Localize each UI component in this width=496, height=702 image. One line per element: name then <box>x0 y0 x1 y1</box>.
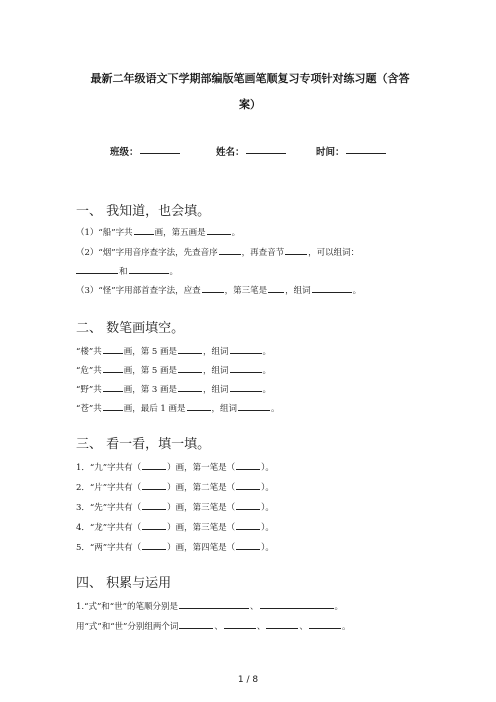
text: 画，最后 1 画是 <box>123 404 186 414</box>
text: “苍”共 <box>76 404 102 414</box>
section-3-heading: 三、 看一看，填一填。 <box>76 437 211 452</box>
answer-blank[interactable] <box>202 283 224 293</box>
text: ，组词 <box>203 366 229 376</box>
text: ）。 <box>261 483 274 493</box>
answer-blank[interactable] <box>187 401 211 411</box>
title-line-1: 最新二年级语文下学期部编版笔画笔顺复习专项针对练习题（含答 <box>90 72 410 85</box>
s1-question-2b <box>76 264 178 278</box>
s3-row <box>76 500 274 514</box>
text: 、 <box>214 622 223 632</box>
text: 。 <box>271 404 280 414</box>
text: 。 <box>334 602 344 612</box>
text: 。 <box>352 286 362 296</box>
answer-blank[interactable] <box>236 520 260 530</box>
text: 5．“两”字共有（ <box>76 543 142 553</box>
answer-blank[interactable] <box>266 619 298 629</box>
text: ，组词 <box>203 385 229 395</box>
answer-blank[interactable] <box>142 540 166 550</box>
text: 。 <box>169 267 179 277</box>
text: （3）“怪”字用部首查字法，应查 <box>76 286 201 296</box>
time-label: 时间： <box>316 147 345 158</box>
answer-blank[interactable] <box>236 460 260 470</box>
document-title <box>70 66 430 118</box>
s3-row <box>76 540 274 554</box>
text: ，再查音节 <box>241 248 285 258</box>
text: （1）“船”字共 <box>76 228 133 238</box>
section-2-heading: 二、 数笔画填空。 <box>76 321 185 336</box>
answer-blank[interactable] <box>230 363 262 373</box>
text: ）。 <box>261 523 274 533</box>
text: 、 <box>250 602 259 612</box>
text: ）。 <box>261 543 274 553</box>
answer-blank[interactable] <box>309 619 341 629</box>
text: 4．“龙”字共有（ <box>76 523 142 533</box>
text: “楼”共 <box>76 347 102 357</box>
answer-blank[interactable] <box>179 619 213 629</box>
s1-question-3 <box>76 283 361 297</box>
answer-blank[interactable] <box>103 401 123 411</box>
section-4-heading: 四、 积累与运用 <box>76 576 172 591</box>
text: 3．“先”字共有（ <box>76 503 142 513</box>
text: ）。 <box>261 463 274 473</box>
section-1-heading: 一、 我知道，也会填。 <box>76 204 211 219</box>
text: 、 <box>299 622 308 632</box>
text: 画，第 3 画是 <box>123 385 178 395</box>
class-label: 班级： <box>110 147 139 158</box>
text: 画，第 5 画是 <box>123 347 178 357</box>
title-line-2: 案） <box>239 98 261 111</box>
text: ，可以组词： <box>308 248 360 258</box>
s2-row <box>76 363 271 377</box>
text: ）画，第四笔是（ <box>167 543 236 553</box>
answer-blank[interactable] <box>178 382 202 392</box>
s4-question-1b <box>76 619 350 633</box>
answer-blank[interactable] <box>178 363 202 373</box>
answer-blank[interactable] <box>268 283 284 293</box>
answer-blank[interactable] <box>103 382 123 392</box>
text: ，组词 <box>211 404 238 414</box>
answer-blank[interactable] <box>260 599 334 609</box>
answer-blank[interactable] <box>179 599 249 609</box>
answer-blank[interactable] <box>142 460 166 470</box>
text: 。 <box>262 366 272 376</box>
s2-row <box>76 382 271 396</box>
answer-blank[interactable] <box>236 500 260 510</box>
text: 画，第 5 画是 <box>123 366 178 376</box>
text: ）画，第三笔是（ <box>167 523 236 533</box>
answer-blank[interactable] <box>76 264 118 274</box>
answer-blank[interactable] <box>103 344 123 354</box>
text: 。 <box>262 347 272 357</box>
s3-row <box>76 520 274 534</box>
s1-question-1 <box>76 225 240 239</box>
answer-blank[interactable] <box>142 500 166 510</box>
answer-blank[interactable] <box>219 245 241 255</box>
text: 2．“片”字共有（ <box>76 483 142 493</box>
text: 。 <box>262 385 272 395</box>
answer-blank[interactable] <box>312 283 352 293</box>
text: 。 <box>341 622 351 632</box>
answer-blank[interactable] <box>236 540 260 550</box>
answer-blank[interactable] <box>129 264 169 274</box>
answer-blank[interactable] <box>207 225 231 235</box>
text: 1.“式”和“世”的笔顺分别是 <box>76 602 178 612</box>
time-blank[interactable] <box>346 153 386 154</box>
text: ）画，第二笔是（ <box>167 483 236 493</box>
text: ，第三笔是 <box>224 286 268 296</box>
text: “野”共 <box>76 385 102 395</box>
answer-blank[interactable] <box>142 480 166 490</box>
text: “危”共 <box>76 366 102 376</box>
text: 用“式”和“世”分别组两个词 <box>76 622 179 632</box>
answer-blank[interactable] <box>134 225 154 235</box>
answer-blank[interactable] <box>224 619 256 629</box>
s4-question-1 <box>76 599 343 613</box>
s1-question-2 <box>76 245 359 259</box>
text: 画，第五画是 <box>154 228 206 238</box>
text: ，组词 <box>203 347 229 357</box>
name-label: 姓名： <box>216 147 245 158</box>
s2-row <box>76 344 271 358</box>
answer-blank[interactable] <box>236 480 260 490</box>
name-blank[interactable] <box>246 153 286 154</box>
answer-blank[interactable] <box>178 344 202 354</box>
answer-blank[interactable] <box>230 382 262 392</box>
s2-row <box>76 401 280 415</box>
text: ）画，第三笔是（ <box>167 503 236 513</box>
text: ，组词 <box>285 286 311 296</box>
class-blank[interactable] <box>140 153 180 154</box>
answer-blank[interactable] <box>230 344 262 354</box>
answer-blank[interactable] <box>285 245 307 255</box>
s3-row <box>76 480 274 494</box>
text: ）。 <box>261 503 274 513</box>
text: 和 <box>119 267 128 277</box>
s3-row <box>76 460 274 474</box>
text: 。 <box>231 228 241 238</box>
text: 1．“九”字共有（ <box>76 463 142 473</box>
page-number: 1 / 8 <box>237 675 259 685</box>
text: ）画，第一笔是（ <box>167 463 236 473</box>
answer-blank[interactable] <box>142 520 166 530</box>
text: （2）“烟”字用音序查字法，先查音序 <box>76 248 218 258</box>
answer-blank[interactable] <box>103 363 123 373</box>
text: 、 <box>256 622 266 632</box>
answer-blank[interactable] <box>238 401 270 411</box>
